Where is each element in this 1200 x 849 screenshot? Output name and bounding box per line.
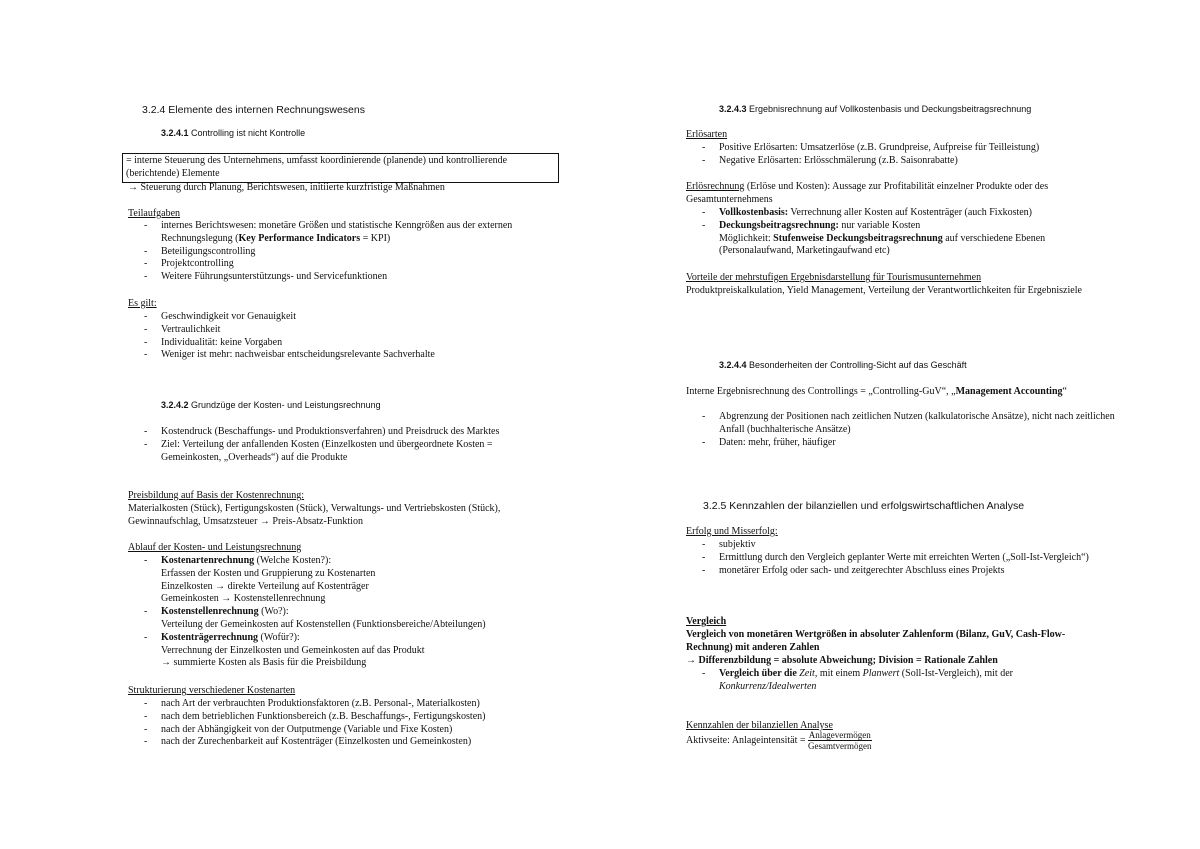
vergleich-list (686, 668, 1118, 694)
es-gilt-list (128, 311, 553, 362)
vergleich-heading: Vergleich (686, 616, 727, 627)
list-item: - monetärer Erfolg oder sach- und zeitgerechter Abschluss eines Projekts (686, 565, 1118, 578)
interne-ergebnisrechnung-text: Interne Ergebnisrechnung des Controllings = „Controlling-GuV“, „Management Accounting“ (686, 386, 1067, 397)
vergleich-text: Vergleich von monetären Wertgrößen in absoluter Zahlenform (Bilanz, GuV, Cash-Flow-Rechnung) mit anderen Zahlen (686, 629, 1066, 653)
formula-label: Aktivseite: Anlageintensität = (686, 734, 809, 746)
vorteile-text: Produktpreiskalkulation, Yield Management, Verteilung der Verantwortlichkeiten für Ergebnisziele (686, 285, 1082, 296)
list-item: - Ziel: Verteilung der anfallenden Kosten (Einzelkosten und übergeordnete Kosten = Gemeinkosten, „Overheads“) auf die Produkte (128, 439, 553, 465)
list-item: - Abgrenzung der Positionen nach zeitlichen Nutzen (kalkulatorische Ansätze), nicht nach zeitlichen Anfall (buchhalterische Ansätze) (686, 411, 1118, 437)
heading-3-2-4-2: 3.2.4.2 Grundzüge der Kosten- und Leistungsrechnung (161, 400, 381, 410)
heading-number: 3.2.4.1 (161, 128, 189, 138)
strukturierung-heading: Strukturierung verschiedener Kostenarten (128, 685, 296, 696)
list-item: - Kostenträgerrechnung (Wofür?): Verrechnung der Einzelkosten und Gemeinkosten auf das Produkt → summierte Kosten als Basis für die Preisbildung (128, 632, 553, 670)
erfolg-list (686, 539, 1118, 577)
heading-3-2-4-1 (161, 128, 305, 138)
preisbildung-text: Materialkosten (Stück), Fertigungskosten (Stück), Verwaltungs- und Vertriebskosten (Stück), Gewinnaufschlag, Umsatzsteuer → Preis-Absatz-Funktion (128, 503, 501, 527)
ablauf-list (128, 555, 553, 670)
ablauf-heading: Ablauf der Kosten- und Leistungsrechnung (128, 542, 302, 553)
list-item: - Geschwindigkeit vor Genauigkeit (128, 311, 553, 324)
heading-3-2-4-4: 3.2.4.4 Besonderheiten der Controlling-Sicht auf das Geschäft (719, 360, 967, 370)
list-item: - Vollkostenbasis: Verrechnung aller Kosten auf Kostenträger (auch Fixkosten) (686, 207, 1118, 220)
list-item: - Weitere Führungsunterstützungs- und Servicefunktionen (128, 271, 553, 284)
definition-box: = interne Steuerung des Unternehmens, umfasst koordinierende (planende) und kontrollierende (berichtende) Elemente (122, 153, 559, 183)
list-item: - Daten: mehr, früher, häufiger (686, 437, 1118, 450)
kostendruck-list (128, 426, 553, 464)
list-item: - nach der Abhängigkeit von der Outputmenge (Variable und Fixe Kosten) (128, 724, 553, 737)
teilaufgaben-heading: Teilaufgaben (128, 208, 181, 219)
list-item: - Vertraulichkeit (128, 324, 553, 337)
steuerung-text: → Steuerung durch Planung, Berichtswesen, initiierte kurzfristige Maßnahmen (128, 182, 445, 193)
list-item: - Negative Erlösarten: Erlösschmälerung (z.B. Saisonrabatte) (686, 155, 1118, 168)
anlageintensitaet-formula (686, 730, 872, 751)
heading-title: Controlling ist nicht Kontrolle (188, 128, 306, 138)
erloesrechnung-list (686, 207, 1118, 258)
list-item: - Deckungsbeitragsrechnung: nur variable Kosten Möglichkeit: Stufenweise Deckungsbeitragsrechnung auf verschiedene Ebenen (Personalaufwand, Marketingaufwand etc) (686, 220, 1118, 258)
interne-list (686, 411, 1118, 449)
list-item: - Kostenstellenrechnung (Wo?): Verteilung der Gemeinkosten auf Kostenstellen (Funktionsbereiche/Abteilungen) (128, 606, 553, 632)
heading-3-2-5: 3.2.5 Kennzahlen der bilanziellen und erfolgswirtschaftlichen Analyse (703, 500, 1025, 512)
fraction-numerator: Anlagevermögen (808, 730, 871, 740)
vorteile-heading: Vorteile der mehrstufigen Ergebnisdarstellung für Tourismusunternehmen (686, 272, 982, 283)
list-item: - Positive Erlösarten: Umsatzerlöse (z.B. Grundpreise, Aufpreise für Teilleistung) (686, 142, 1118, 155)
list-item: - nach Art der verbrauchten Produktionsfaktoren (z.B. Personal-, Materialkosten) (128, 698, 553, 711)
list-item: - Vergleich über die Zeit, mit einem Planwert (Soll-Ist-Vergleich), mit der Konkurrenz/Idealwerten (686, 668, 1118, 694)
list-item: - Projektcontrolling (128, 258, 553, 271)
list-item: - nach der Zurechenbarkeit auf Kostenträger (Einzelkosten und Gemeinkosten) (128, 736, 553, 749)
preisbildung-heading: Preisbildung auf Basis der Kostenrechnung: (128, 490, 305, 501)
list-item: - internes Berichtswesen: monetäre Größen und statistische Kenngrößen aus der externen Rechnungslegung (Key Performance Indicators = KPI) (128, 220, 553, 246)
kennzahlen-heading: Kennzahlen der bilanziellen Analyse (686, 720, 833, 731)
erloesarten-heading: Erlösarten (686, 129, 728, 140)
es-gilt-heading: Es gilt: (128, 298, 157, 309)
heading-3-2-4-3: 3.2.4.3 Ergebnisrechnung auf Vollkostenbasis und Deckungsbeitragsrechnung (719, 104, 1032, 114)
list-item: - Beteiligungscontrolling (128, 246, 553, 259)
list-item: - subjektiv (686, 539, 1118, 552)
erloesarten-list (686, 142, 1118, 168)
strukturierung-list (128, 698, 553, 749)
list-item: - nach dem betrieblichen Funktionsbereich (z.B. Beschaffungs-, Fertigungskosten) (128, 711, 553, 724)
list-item: - Individualität: keine Vorgaben (128, 337, 553, 350)
list-item: - Ermittlung durch den Vergleich geplanter Werte mit erreichten Werten („Soll-Ist-Vergleich“) (686, 552, 1118, 565)
vergleich-arrow-text: → Differenzbildung = absolute Abweichung; Division = Rationale Zahlen (686, 655, 998, 666)
erloesrechnung-text: Erlösrechnung (Erlöse und Kosten): Aussage zur Profitabilität einzelner Produkte oder des Gesamtunternehmens (686, 181, 1049, 205)
teilaufgaben-list (128, 220, 553, 284)
list-item: - Weniger ist mehr: nachweisbar entscheidungsrelevante Sachverhalte (128, 349, 553, 362)
list-item: - Kostendruck (Beschaffungs- und Produktionsverfahren) und Preisdruck des Marktes (128, 426, 553, 439)
fraction-denominator: Gesamtvermögen (808, 741, 872, 751)
list-item: - Kostenartenrechnung (Welche Kosten?): Erfassen der Kosten und Gruppierung zu Kostenarten Einzelkosten → direkte Verteilung auf Kostenträger Gemeinkosten → Kostenstellenrechnung (128, 555, 553, 606)
erfolg-heading: Erfolg und Misserfolg: (686, 526, 778, 537)
fraction (808, 730, 871, 751)
heading-3-2-4: 3.2.4 Elemente des internen Rechnungswesens (142, 104, 365, 116)
